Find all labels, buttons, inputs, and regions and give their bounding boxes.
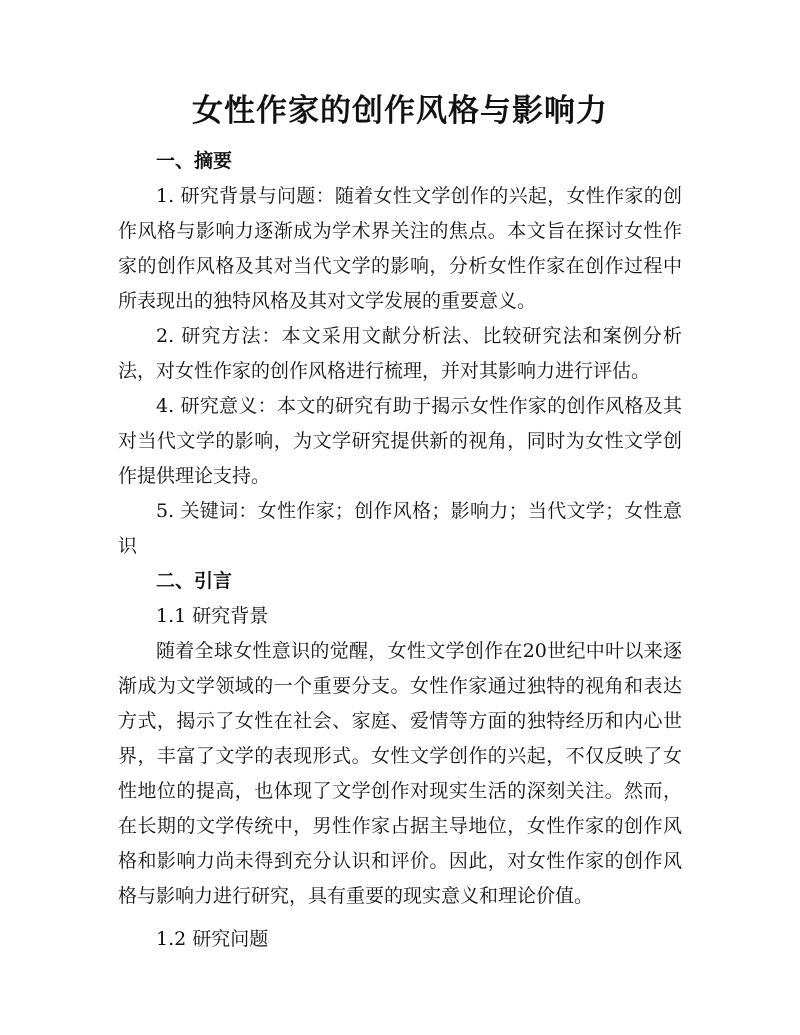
- background-paragraph: 随着全球女性意识的觉醒，女性文学创作在20世纪中叶以来逐渐成为文学领域的一个重要分支。女性作家通过独特的视角和表达方式，揭示了女性在社会、家庭、爱情等方面的独特经历和内心世界，丰富了文学的表现形式。女性文学创作的兴起，不仅反映了女性地位的提高，也体现了文学创作对现实生活的深刻关注。然而，在长期的文学传统中，男性作家占据主导地位，女性作家的创作风格和影响力尚未得到充分认识和评价。因此，对女性作家的创作风格与影响力进行研究，具有重要的现实意义和理论价值。: [118, 640, 682, 907]
- abstract-item-background: 1. 研究背景与问题：随着女性文学创作的兴起，女性作家的创作风格与影响力逐渐成为学术界关注的焦点。本文旨在探讨女性作家的创作风格及其对当代文学的影响，分析女性作家在创作过程中所表现出的独特风格及其对文学发展的重要意义。: [118, 185, 682, 312]
- abstract-heading: 一、摘要: [156, 150, 233, 172]
- subsection-heading-background: 1.1 研究背景: [156, 605, 269, 627]
- abstract-item-significance: 4. 研究意义：本文的研究有助于揭示女性作家的创作风格及其对当代文学的影响，为文学研究提供新的视角，同时为女性文学创作提供理论支持。: [118, 395, 682, 487]
- document-body: [118, 144, 682, 957]
- abstract-item-method: 2. 研究方法：本文采用文献分析法、比较研究法和案例分析法，对女性作家的创作风格进行梳理，并对其影响力进行评估。: [118, 325, 682, 382]
- document-title: 女性作家的创作风格与影响力: [192, 93, 608, 129]
- subsection-heading-questions: 1.2 研究问题: [156, 928, 269, 950]
- abstract-item-keywords: 5. 关键词：女性作家；创作风格；影响力；当代文学；女性意识: [118, 500, 682, 557]
- intro-heading: 二、引言: [156, 570, 233, 592]
